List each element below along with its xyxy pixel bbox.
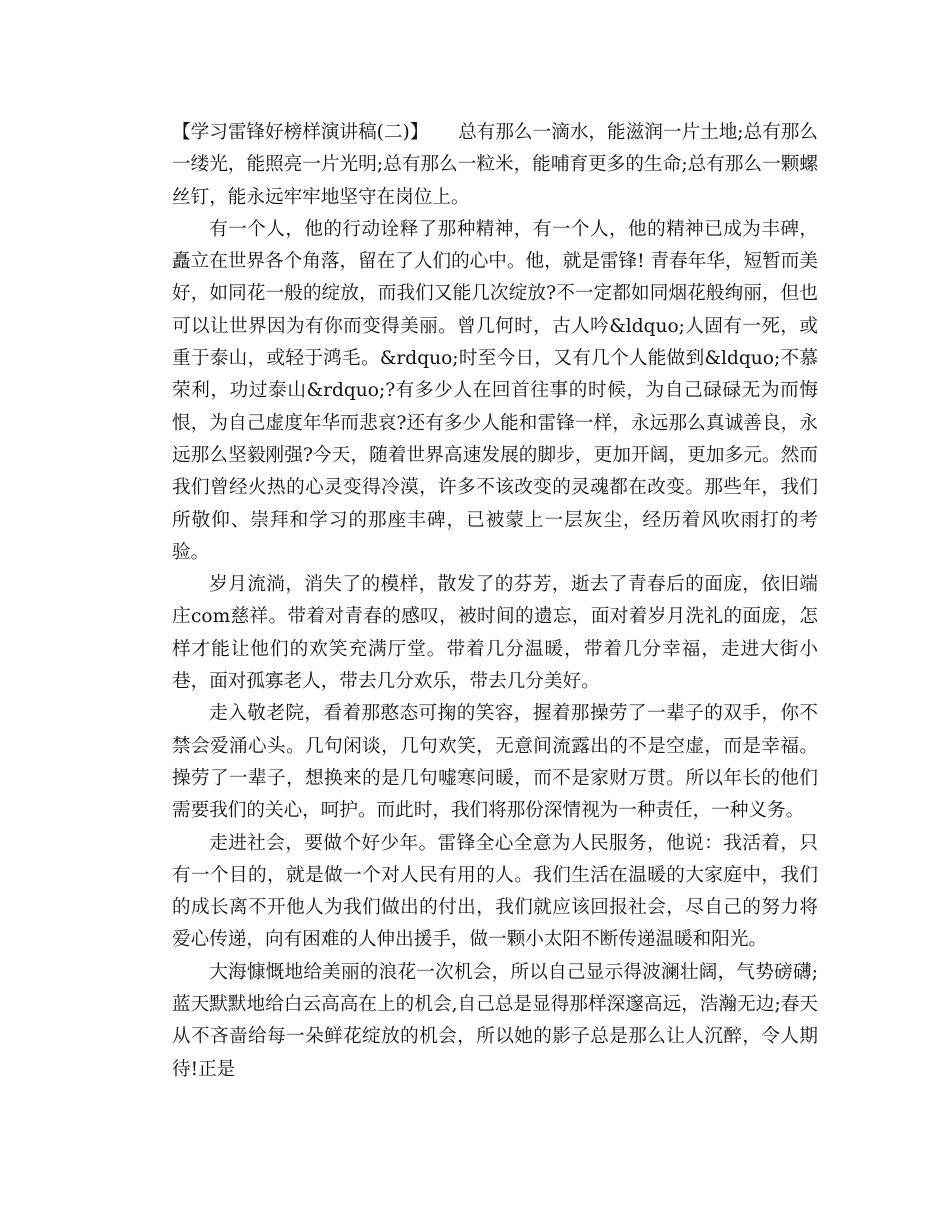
- document-title: 【学习雷锋好榜样演讲稿(二)】: [172, 122, 429, 143]
- intro-text: 总有那么一滴水，能滋润一片土地;总有那么一缕光，能照亮一片光明;总有那么一粒米，能哺育更多的生命;总有那么一颗螺丝钉，能永远牢牢地坚守在岗位上。: [172, 122, 818, 208]
- opening-paragraph: [172, 117, 818, 214]
- body-paragraph: 大海慷慨地给美丽的浪花一次机会，所以自己显示得波澜壮阔，气势磅礴;蓝天默默地给白云高高在上的机会,自己总是显得那样深邃高远，浩瀚无边;春天从不吝啬给每一朵鲜花绽放的机会，所以她的影子总是那么让人沉醉，令人期待!正是: [172, 961, 818, 1080]
- body-paragraph: 走入敬老院，看着那憨态可掬的笑容，握着那操劳了一辈子的双手，你不禁会爱涌心头。几句闲谈，几句欢笑，无意间流露出的不是空虚，而是幸福。操劳了一辈子，想换来的是几句嘘寒问暖，而不是家财万贯。所以年长的他们需要我们的关心，呵护。而此时，我们将那份深情视为一种责任，一种义务。: [172, 703, 818, 822]
- body-paragraph: 岁月流淌，消失了的模样，散发了的芬芳，逝去了青春后的面庞，依旧端庄com慈祥。带着对青春的感叹，被时间的遗忘，面对着岁月洗礼的面庞，怎样才能让他们的欢笑充满厅堂。带着几分温暖，带着几分幸福，走进大街小巷，面对孤寡老人，带去几分欢乐，带去几分美好。: [172, 574, 818, 693]
- body-paragraph: 有一个人，他的行动诠释了那种精神，有一个人，他的精神已成为丰碑，矗立在世界各个角落，留在了人们的心中。他，就是雷锋! 青春年华，短暂而美好，如同花一般的绽放，而我们又能几次绽放?不一定都如同烟花般绚丽，但也可以让世界因为有你而变得美丽。曾几何时，古人吟&ldquo;人固有一死，或重于泰山，或轻于鸿毛。&rdquo;时至今日，又有几个人能做到&ldquo;不慕荣利，功过泰山&rdquo;?有多少人在回首往事的时候，为自己碌碌无为而悔恨，为自己虚度年华而悲哀?还有多少人能和雷锋一样，永远那么真诚善良，永远那么坚毅刚强?今天，随着世界高速发展的脚步，更加开阔，更加多元。然而我们曾经火热的心灵变得冷漠，许多不该改变的灵魂都在改变。那些年，我们所敬仰、崇拜和学习的那座丰碑，已被蒙上一层灰尘，经历着风吹雨打的考验。: [172, 218, 818, 563]
- document-body: [172, 117, 818, 1086]
- body-paragraph: 走进社会，要做个好少年。雷锋全心全意为人民服务，他说：我活着，只有一个目的，就是做一个对人民有用的人。我们生活在温暖的大家庭中，我们的成长离不开他人为我们做出的付出，我们就应该回报社会，尽自己的努力将爱心传递，向有困难的人伸出援手，做一颗小太阳不断传递温暖和阳光。: [172, 832, 818, 951]
